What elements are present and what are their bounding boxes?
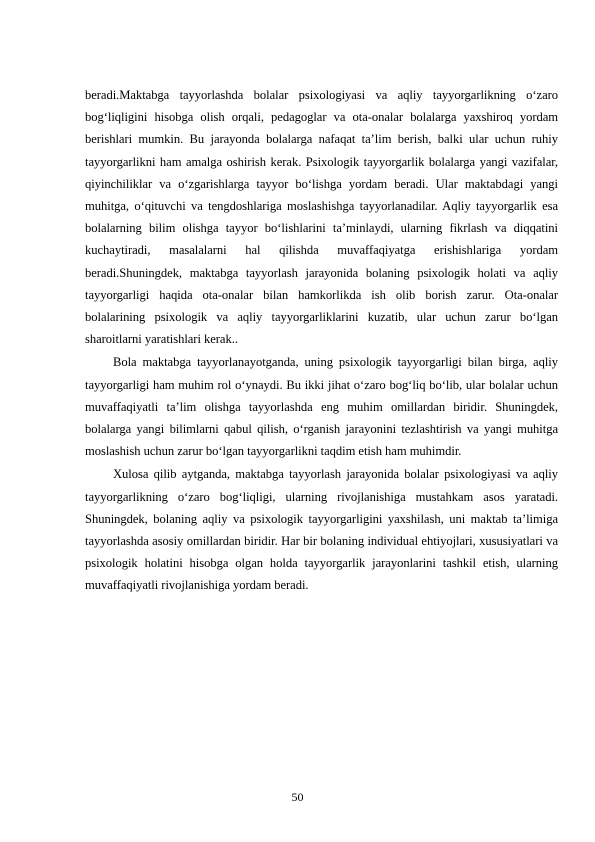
document-body — [85, 84, 558, 597]
page-number: 50 — [291, 790, 304, 804]
paragraph-readiness: Bola maktabga tayyorlanayotganda, uning psixologik tayyorgarligi bilan birga, aqliy tayyorgarligi ham muhim rol o‘ynaydi. Bu ikki jihat o‘zaro bog‘liq bo‘lib, ular bolalar uchun muvaffaqiyatli ta’lim olishga tayyorlashda eng muhim omillardan biridir. Shuningdek, bolalarga yangi bilimlarni qabul qilish, o‘rganish jarayonini tezlashtirish va yangi muhitga moslashish uchun zarur bo‘lgan tayyorgarlikni taqdim etish ham muhimdir. — [85, 355, 558, 459]
paragraph-continuation: beradi.Maktabga tayyorlashda bolalar psixologiyasi va aqliy tayyorgarlikning o‘zaro bog‘liqligini hisobga olish orqali, pedagoglar va ota-onalar bolalarga yaxshiroq yordam berishlari mumkin. Bu jarayonda bolalarga nafaqat ta’lim berish, balki ular uchun ruhiy tayyorgarlikni ham amalga oshirish kerak. Psixologik tayyorgarlik bolalarga yangi vazifalar, qiyinchiliklar va o‘zgarishlarga tayyor bo‘lishga yordam beradi. Ular maktabdagi yangi muhitga, o‘qituvchi va tengdoshlariga moslashishga tayyorlanadilar. Aqliy tayyorgarlik esa bolalarning bilim olishga tayyor bo‘lishlarini ta’minlaydi, ularning fikrlash va diqqatini kuchaytiradi, masalalarni hal qilishda muvaffaqiyatga erishishlariga yordam beradi.Shuningdek, maktabga tayyorlash jarayonida bolaning psixologik holati va aqliy tayyorgarligi haqida ota-onalar bilan hamkorlikda ish olib borish zarur. Ota-onalar bolalarining psixologik va aqliy tayyorgarliklarini kuzatib, ular uchun zarur bo‘lgan sharoitlarni yaratishlari kerak.. — [85, 88, 558, 347]
paragraph-conclusion: Xulosa qilib aytganda, maktabga tayyorlash jarayonida bolalar psixologiyasi va aqliy tayyorgarlikning o‘zaro bog‘liqligi, ularning rivojlanishiga mustahkam asos yaratadi. Shuningdek, bolaning aqliy va psixologik tayyorgarligini yaxshilash, uni maktab ta’limiga tayyorlashda asosiy omillardan biridir. Har bir bolaning individual ehtiyojlari, xususiyatlari va psixologik holatini hisobga olgan holda tayyorgarlik jarayonlarini tashkil etish, ularning muvaffaqiyatli rivojlanishiga yordam beradi. — [85, 467, 558, 593]
